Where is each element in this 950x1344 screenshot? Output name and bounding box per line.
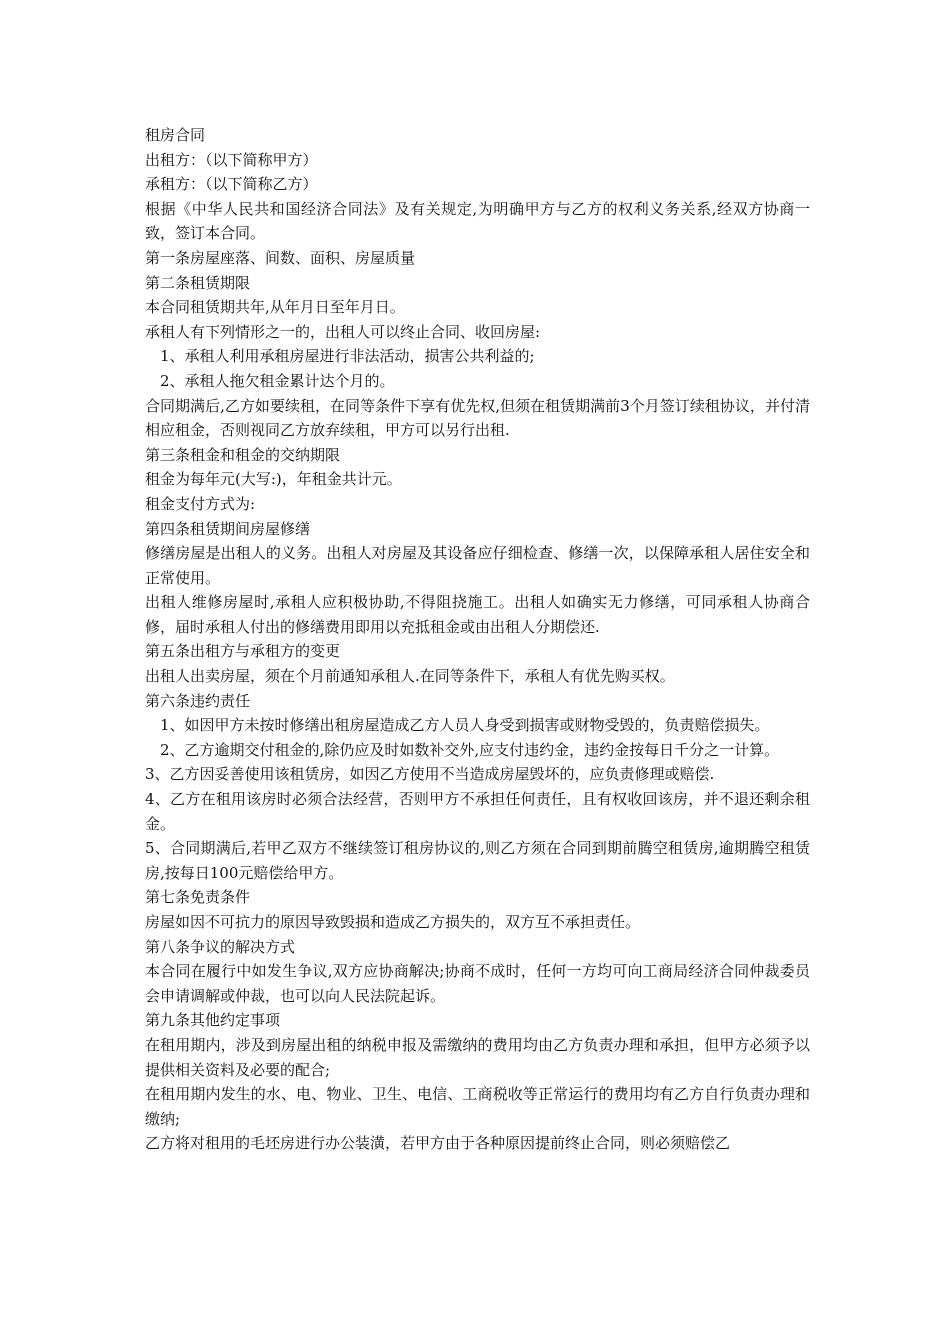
- document-paragraph: 第四条租赁期间房屋修缮: [145, 519, 311, 538]
- document-body: [145, 123, 810, 1156]
- document-paragraph: 1、承租人利用承租房屋进行非法活动，损害公共利益的;: [160, 347, 535, 366]
- document-paragraph: 出租人维修房屋时,承租人应积极协助,不得阻挠施工。出租人如确实无力修缮，可同承租人协商合修，届时承租人付出的修缮费用即用以充抵租金或由出租人分期偿还.: [145, 593, 810, 636]
- document-paragraph: 根据《中华人民共和国经济合同法》及有关规定,为明确甲方与乙方的权利义务关系,经双方协商一致，签订本合同。: [145, 199, 810, 243]
- document-paragraph: 承租人有下列情形之一的，出租人可以终止合同、收回房屋:: [145, 322, 541, 341]
- document-paragraph: 4、乙方在租用该房时必须合法经营，否则甲方不承担任何责任，且有权收回该房，并不退还剩余租金。: [145, 790, 810, 833]
- document-paragraph: 2、乙方逾期交付租金的,除仍应及时如数补交外,应支付违约金，违约金按每日千分之一计算。: [160, 740, 780, 759]
- document-paragraph: 1、如因甲方未按时修缮出租房屋造成乙方人员人身受到损害或财物受毁的，负责赔偿损失。: [160, 716, 770, 735]
- document-paragraph: 修缮房屋是出租人的义务。出租人对房屋及其设备应仔细检查、修缮一次，以保障承租人居住安全和正常使用。: [145, 544, 810, 587]
- document-paragraph: 第五条出租方与承租方的变更: [145, 642, 341, 661]
- document-paragraph: 本合同租赁期共年,从年月日至年月日。: [145, 298, 405, 317]
- document-paragraph: 租金为每年元(大写:)，年租金共计元。: [145, 470, 402, 489]
- document-paragraph: 出租人出卖房屋，须在个月前通知承租人.在同等条件下，承租人有优先购买权。: [145, 667, 675, 686]
- document-paragraph: 第八条争议的解决方式: [145, 937, 296, 956]
- document-paragraph: 第三条租金和租金的交纳期限: [145, 445, 341, 464]
- document-paragraph: 租金支付方式为:: [145, 494, 256, 513]
- document-paragraph: 第九条其他约定事项: [145, 1011, 281, 1030]
- document-paragraph: 乙方将对租用的毛坯房进行办公装潢，若甲方由于各种原因提前终止合同，则必须赔偿乙: [145, 1134, 731, 1153]
- document-paragraph: 第六条违约责任: [145, 691, 251, 710]
- document-paragraph: 承租方：（以下简称乙方）: [145, 175, 318, 194]
- document-paragraph: 5、合同期满后,若甲乙双方不继续签订租房协议的,则乙方须在合同到期前腾空租赁房,逾期腾空租赁房,按每日100元赔偿给甲方。: [145, 839, 810, 882]
- document-paragraph: 第二条租赁期限: [145, 273, 251, 292]
- document-paragraph: 出租方：（以下简称甲方）: [145, 150, 318, 169]
- document-paragraph: 2、承租人拖欠租金累计达个月的。: [160, 371, 395, 390]
- document-paragraph: 第一条房屋座落、间数、面积、房屋质量: [145, 248, 416, 267]
- document-title: 租房合同: [145, 126, 206, 144]
- document-paragraph: 合同期满后,乙方如要续租，在同等条件下享有优先权,但须在租赁期满前3个月签订续租协议，并付清相应租金，否则视同乙方放弃续租，甲方可以另行出租.: [145, 396, 810, 440]
- document-paragraph: 第七条免责条件: [145, 888, 251, 907]
- document-paragraph: 在租用期内发生的水、电、物业、卫生、电信、工商税收等正常运行的费用均有乙方自行负责办理和缴纳;: [145, 1085, 810, 1128]
- document-paragraph: 在租用期内，涉及到房屋出租的纳税申报及需缴纳的费用均由乙方负责办理和承担，但甲方必须予以提供相关资料及必要的配合;: [145, 1035, 810, 1079]
- document-paragraph: 3、乙方因妥善使用该租赁房，如因乙方使用不当造成房屋毁坏的，应负责修理或赔偿.: [145, 765, 715, 784]
- document-paragraph: 本合同在履行中如发生争议,双方应协商解决;协商不成时，任何一方均可向工商局经济合同仲裁委员会申请调解或仲裁，也可以向人民法院起诉。: [145, 962, 810, 1005]
- document-paragraph: 房屋如因不可抗力的原因导致毁损和造成乙方损失的，双方互不承担责任。: [145, 913, 641, 931]
